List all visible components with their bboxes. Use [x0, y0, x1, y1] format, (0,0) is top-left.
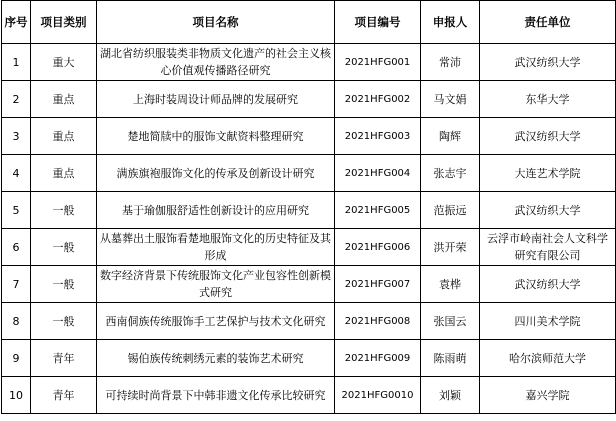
cell-unit: 武汉纺织大学	[480, 266, 616, 303]
cell-code: 2021HFG005	[335, 192, 421, 229]
table-row	[2, 192, 616, 229]
cell-category: 一般	[31, 229, 97, 266]
cell-code: 2021HFG0010	[335, 377, 421, 414]
cell-category: 重点	[31, 118, 97, 155]
table-row	[2, 155, 616, 192]
project-table	[1, 0, 616, 414]
header-name: 项目名称	[97, 1, 335, 44]
cell-unit: 哈尔滨师范大学	[480, 340, 616, 377]
cell-unit: 大连艺术学院	[480, 155, 616, 192]
cell-name: 西南侗族传统服饰手工艺保护与技术文化研究	[97, 303, 335, 340]
cell-no: 10	[2, 377, 31, 414]
cell-name: 满族旗袍服饰文化的传承及创新设计研究	[97, 155, 335, 192]
cell-unit: 嘉兴学院	[480, 377, 616, 414]
cell-no: 1	[2, 44, 31, 81]
cell-category: 一般	[31, 192, 97, 229]
cell-applicant: 刘颖	[421, 377, 480, 414]
header-no: 序号	[2, 1, 31, 44]
cell-unit: 东华大学	[480, 81, 616, 118]
cell-no: 8	[2, 303, 31, 340]
cell-name: 可持续时尚背景下中韩非遗文化传承比较研究	[97, 377, 335, 414]
table-row	[2, 377, 616, 414]
table-body	[2, 44, 616, 414]
cell-name: 湖北省纺织服装类非物质文化遗产的社会主义核心价值观传播路径研究	[97, 44, 335, 81]
cell-no: 2	[2, 81, 31, 118]
cell-code: 2021HFG006	[335, 229, 421, 266]
cell-applicant: 袁桦	[421, 266, 480, 303]
header-unit: 责任单位	[480, 1, 616, 44]
cell-name: 基于瑜伽服舒适性创新设计的应用研究	[97, 192, 335, 229]
cell-category: 一般	[31, 266, 97, 303]
header-category: 项目类别	[31, 1, 97, 44]
header-code: 项目编号	[335, 1, 421, 44]
cell-name: 锡伯族传统刺绣元素的装饰艺术研究	[97, 340, 335, 377]
table-row	[2, 118, 616, 155]
cell-category: 重点	[31, 81, 97, 118]
cell-code: 2021HFG002	[335, 81, 421, 118]
cell-unit: 云浮市岭南社会人文科学研究有限公司	[480, 229, 616, 266]
table-header-row	[2, 1, 616, 44]
cell-code: 2021HFG007	[335, 266, 421, 303]
cell-name: 从墓葬出土服饰看楚地服饰文化的历史特征及其形成	[97, 229, 335, 266]
cell-no: 7	[2, 266, 31, 303]
table-row	[2, 229, 616, 266]
cell-category: 重大	[31, 44, 97, 81]
cell-code: 2021HFG009	[335, 340, 421, 377]
cell-unit: 武汉纺织大学	[480, 192, 616, 229]
cell-applicant: 陶辉	[421, 118, 480, 155]
table-row	[2, 303, 616, 340]
cell-no: 6	[2, 229, 31, 266]
cell-code: 2021HFG004	[335, 155, 421, 192]
cell-applicant: 马文娟	[421, 81, 480, 118]
cell-name: 上海时装周设计师品牌的发展研究	[97, 81, 335, 118]
cell-no: 4	[2, 155, 31, 192]
cell-code: 2021HFG008	[335, 303, 421, 340]
cell-unit: 武汉纺织大学	[480, 44, 616, 81]
cell-name: 数字经济背景下传统服饰文化产业包容性创新模式研究	[97, 266, 335, 303]
cell-applicant: 洪开荣	[421, 229, 480, 266]
cell-applicant: 张志宇	[421, 155, 480, 192]
cell-applicant: 范振远	[421, 192, 480, 229]
cell-category: 青年	[31, 340, 97, 377]
table-row	[2, 44, 616, 81]
cell-category: 一般	[31, 303, 97, 340]
header-applicant: 申报人	[421, 1, 480, 44]
cell-code: 2021HFG003	[335, 118, 421, 155]
cell-no: 3	[2, 118, 31, 155]
table-row	[2, 81, 616, 118]
cell-no: 5	[2, 192, 31, 229]
table-row	[2, 266, 616, 303]
cell-category: 青年	[31, 377, 97, 414]
cell-category: 重点	[31, 155, 97, 192]
cell-no: 9	[2, 340, 31, 377]
cell-unit: 武汉纺织大学	[480, 118, 616, 155]
cell-name: 楚地简牍中的服饰文献资料整理研究	[97, 118, 335, 155]
cell-unit: 四川美术学院	[480, 303, 616, 340]
table-row	[2, 340, 616, 377]
cell-applicant: 张国云	[421, 303, 480, 340]
cell-applicant: 常沛	[421, 44, 480, 81]
cell-applicant: 陈雨萌	[421, 340, 480, 377]
cell-code: 2021HFG001	[335, 44, 421, 81]
